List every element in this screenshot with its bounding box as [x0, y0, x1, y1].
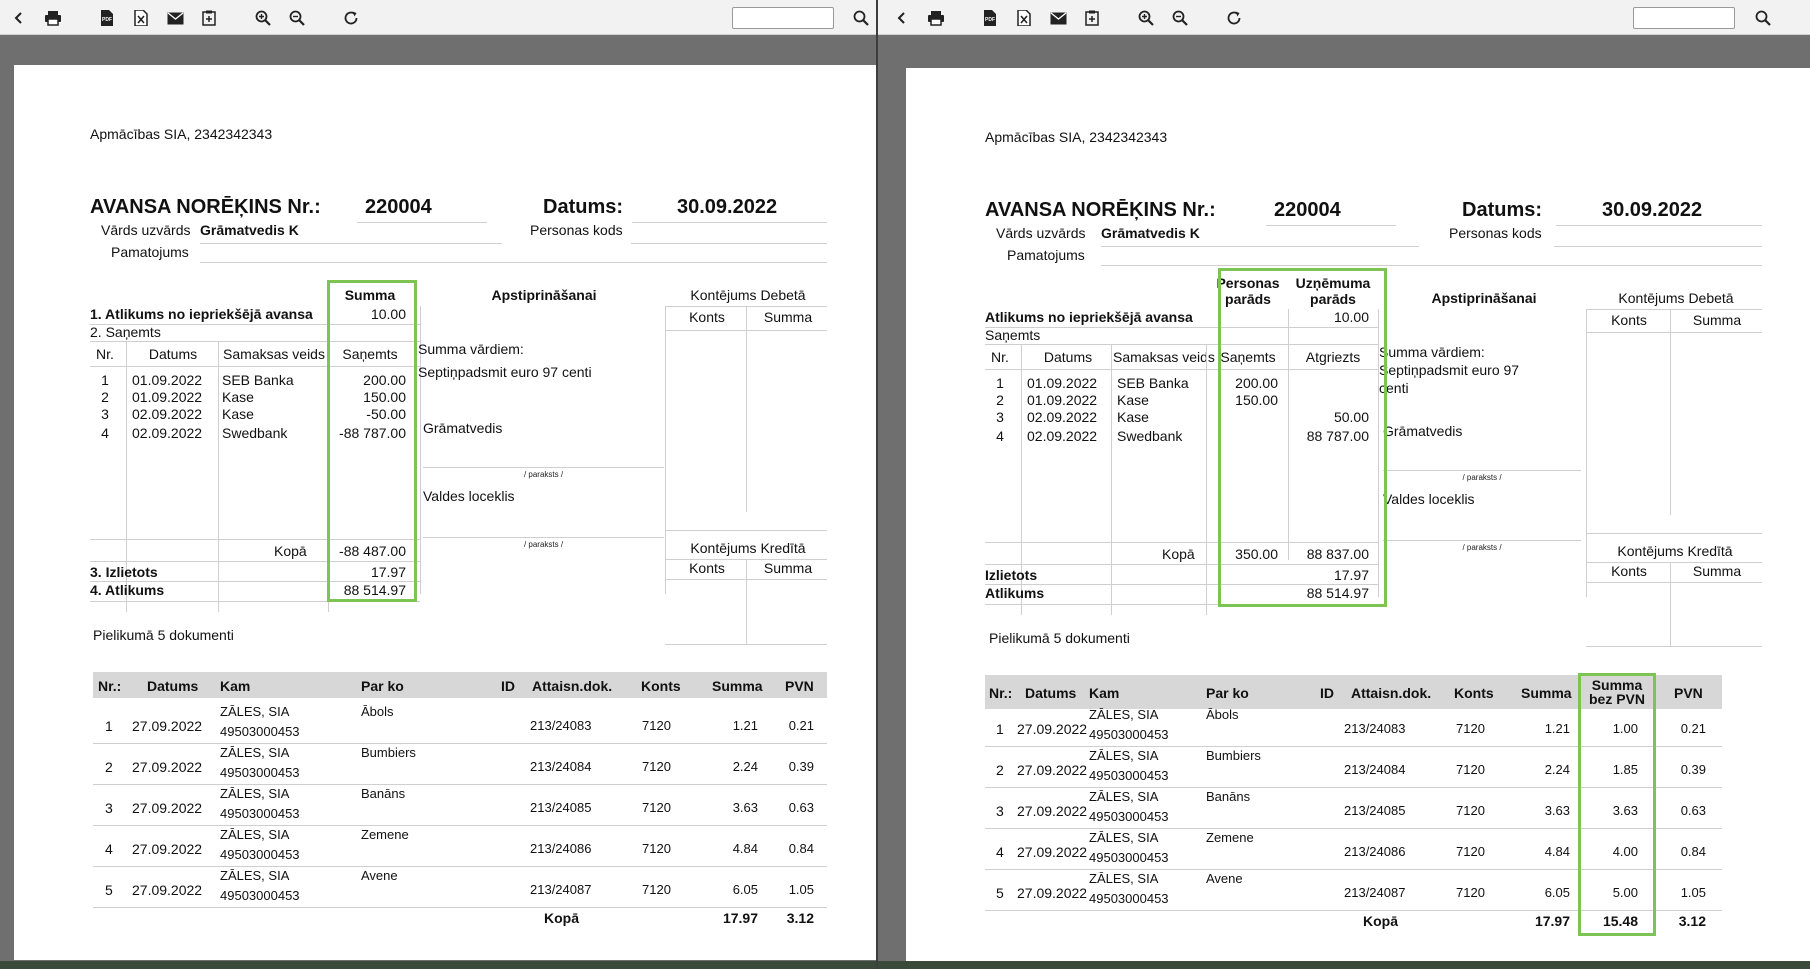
row-description: Avene	[1206, 871, 1243, 886]
row-received: 150.00	[1235, 392, 1278, 408]
row-sum: 3.63	[1544, 803, 1570, 818]
row-divider	[985, 910, 1722, 911]
prev-balance-value: 10.00	[370, 306, 406, 322]
row-doc: 213/24084	[530, 759, 592, 774]
refresh-icon[interactable]	[342, 9, 360, 27]
date-label: Datums:	[543, 196, 624, 218]
clipboard-icon[interactable]	[1083, 9, 1101, 27]
toolbar	[878, 0, 1810, 35]
row-sum: 1.21	[732, 718, 758, 733]
approve-header: Apstiprināšanai	[1431, 290, 1537, 306]
print-icon[interactable]	[927, 9, 945, 27]
row-amount: -88 787.00	[339, 425, 406, 441]
row-nr: 5	[996, 885, 1004, 901]
row-sum: 6.05	[732, 882, 758, 897]
row-amount: -50.00	[366, 406, 406, 422]
row-date: 27.09.2022	[132, 882, 203, 898]
col-date-header: Datums	[1043, 349, 1093, 365]
row-nr: 5	[105, 882, 113, 898]
pdf-icon[interactable]	[98, 9, 116, 27]
used-value: 17.97	[1333, 567, 1369, 583]
row-nr: 3	[105, 800, 113, 816]
row-received: 200.00	[1235, 375, 1278, 391]
row-sum: 4.84	[732, 841, 758, 856]
approve-header: Apstiprināšanai	[491, 287, 597, 303]
row-sum: 4.84	[1544, 844, 1570, 859]
debit-header: Kontējums Debetā	[690, 287, 806, 303]
row-nr: 4	[101, 425, 109, 441]
docs-total-label: Kopā	[544, 910, 579, 926]
row-date: 27.09.2022	[1017, 762, 1088, 778]
docs-total-sum: 17.97	[1534, 913, 1570, 929]
total-returned: 88 837.00	[1306, 546, 1369, 562]
signature-line: / paraksts /	[1462, 473, 1502, 482]
report-date: 30.09.2022	[1602, 199, 1703, 221]
row-nr: 1	[101, 372, 109, 388]
row-description: Banāns	[1206, 789, 1251, 804]
row-returned: 88 787.00	[1306, 428, 1369, 444]
credit-account-header: Konts	[1611, 563, 1647, 579]
zoom-in-icon[interactable]	[1137, 9, 1155, 27]
row-date: 01.09.2022	[1027, 375, 1098, 391]
personal-code-label: Personas kods	[1449, 225, 1542, 241]
docs-col-id: ID	[1320, 685, 1334, 701]
row-date: 27.09.2022	[1017, 803, 1088, 819]
docs-total-label: Kopā	[1363, 913, 1398, 929]
board-member-label: Valdes loceklis	[423, 488, 515, 504]
row-account: 7120	[1456, 762, 1485, 777]
zoom-in-icon[interactable]	[254, 9, 272, 27]
row-paytype: SEB Banka	[1117, 375, 1189, 391]
row-sum: 6.05	[1544, 885, 1570, 900]
header-line: Uzņēmuma	[1295, 275, 1371, 291]
docs-col-doc: Attaisn.dok.	[532, 678, 613, 694]
row-recipient: ZĀLES, SIA	[1089, 707, 1159, 722]
docs-col-account: Konts	[1454, 685, 1494, 701]
debit-summa-header: Summa	[763, 309, 813, 325]
row-vat: 0.63	[1680, 803, 1706, 818]
row-date: 02.09.2022	[132, 406, 203, 422]
row-net-sum: 1.00	[1612, 721, 1638, 736]
row-description: Zemene	[1206, 830, 1254, 845]
svg-text:PDF: PDF	[102, 17, 112, 23]
debit-header: Kontējums Debetā	[1618, 290, 1734, 306]
row-description: Bumbiers	[361, 745, 416, 760]
row-account: 7120	[642, 718, 671, 733]
docs-total-vat: 3.12	[1678, 913, 1706, 929]
row-doc: 213/24085	[530, 800, 592, 815]
row-amount: 150.00	[363, 389, 406, 405]
col-paytype-header: Samaksas veids	[1113, 349, 1215, 365]
row-recipient: ZĀLES, SIA	[1089, 871, 1159, 886]
docs-col-date: Datums	[147, 678, 199, 694]
col-summa-header: Summa	[344, 287, 396, 303]
row-recipient: ZĀLES, SIA	[220, 745, 290, 760]
row-nr: 4	[996, 844, 1004, 860]
row-doc: 213/24084	[1344, 762, 1406, 777]
balance-label: 4. Atlikums	[90, 582, 165, 598]
report-number: 220004	[365, 196, 432, 218]
prev-balance-value: 10.00	[1333, 309, 1369, 325]
clipboard-icon[interactable]	[200, 9, 218, 27]
docs-col-date: Datums	[1025, 685, 1077, 701]
col-paytype-header: Samaksas veids	[223, 346, 325, 362]
total-received: 350.00	[1235, 546, 1278, 562]
docs-col-net	[1580, 678, 1654, 706]
row-vat: 0.63	[788, 800, 814, 815]
col-person-debt-header	[1208, 275, 1288, 307]
row-doc: 213/24087	[1344, 885, 1406, 900]
row-account: 7120	[642, 841, 671, 856]
taskbar-edge	[0, 961, 876, 969]
row-vat: 0.21	[788, 718, 814, 733]
row-nr: 2	[101, 389, 109, 405]
row-doc: 213/24083	[1344, 721, 1406, 736]
company-name: Apmācības SIA, 2342342343	[985, 129, 1168, 145]
personal-code-label: Personas kods	[530, 222, 623, 238]
received-label: Saņemts	[985, 327, 1041, 343]
row-paytype: Kase	[1117, 392, 1149, 408]
row-divider	[985, 869, 1722, 870]
row-date: 27.09.2022	[1017, 721, 1088, 737]
balance-value: 88 514.97	[343, 582, 406, 598]
credit-header: Kontējums Kredītā	[1617, 543, 1733, 559]
refresh-icon[interactable]	[1225, 9, 1243, 27]
row-vat: 1.05	[1680, 885, 1706, 900]
excel-icon[interactable]	[132, 9, 150, 27]
debit-account-header: Konts	[689, 309, 725, 325]
row-nr: 2	[105, 759, 113, 775]
row-sum: 3.63	[732, 800, 758, 815]
col-returned-header: Atgriezts	[1305, 349, 1361, 365]
search-icon[interactable]	[1754, 9, 1772, 27]
row-reg-number: 49503000453	[220, 806, 300, 821]
row-reg-number: 49503000453	[1089, 768, 1169, 783]
basis-label: Pamatojums	[1007, 247, 1085, 263]
docs-col-vat: PVN	[1674, 685, 1703, 701]
row-recipient: ZĀLES, SIA	[1089, 748, 1159, 763]
report-title: AVANSA NORĒĶINS Nr.:	[90, 196, 321, 218]
used-label: 3. Izlietots	[90, 564, 158, 580]
prev-balance-label: Atlikums no iepriekšējā avansa	[985, 309, 1193, 325]
docs-col-nr: Nr.:	[98, 678, 122, 694]
row-net-sum: 4.00	[1612, 844, 1638, 859]
header-line: bez PVN	[1588, 691, 1645, 707]
report-viewer-right	[876, 0, 1810, 969]
row-divider	[93, 907, 827, 908]
row-recipient: ZĀLES, SIA	[220, 704, 290, 719]
row-returned: 50.00	[1333, 409, 1369, 425]
svg-text:PDF: PDF	[985, 17, 995, 23]
row-reg-number: 49503000453	[220, 724, 300, 739]
signature-line: / paraksts /	[1462, 543, 1502, 552]
search-icon[interactable]	[852, 9, 870, 27]
row-amount: 200.00	[363, 372, 406, 388]
row-doc: 213/24083	[530, 718, 592, 733]
row-sum: 1.21	[1544, 721, 1570, 736]
docs-total-sum: 17.97	[722, 910, 758, 926]
row-description: Banāns	[361, 786, 406, 801]
row-date: 02.09.2022	[1027, 409, 1098, 425]
col-received-header: Saņemts	[342, 346, 398, 362]
toolbar	[0, 0, 876, 35]
header-line: Personas	[1216, 275, 1280, 291]
accountant-label: Grāmatvedis	[423, 420, 503, 436]
taskbar-edge	[878, 961, 1810, 969]
row-date: 27.09.2022	[132, 841, 203, 857]
report-number: 220004	[1274, 199, 1341, 221]
sum-in-words: Septiņpadsmit euro 97	[1379, 362, 1520, 378]
row-vat: 1.05	[788, 882, 814, 897]
row-paytype: SEB Banka	[222, 372, 294, 388]
debit-summa-header: Summa	[1692, 312, 1742, 328]
docs-total-net: 15.48	[1602, 913, 1638, 929]
row-paytype: Swedbank	[1117, 428, 1183, 444]
basis-label: Pamatojums	[111, 244, 189, 260]
row-vat: 0.84	[788, 841, 814, 856]
sum-in-words-label: Summa vārdiem:	[418, 341, 524, 357]
row-nr: 3	[996, 409, 1004, 425]
row-doc: 213/24085	[1344, 803, 1406, 818]
back-icon[interactable]	[893, 9, 911, 27]
row-description: Ābols	[361, 704, 394, 719]
row-sum: 2.24	[732, 759, 758, 774]
row-account: 7120	[1456, 885, 1485, 900]
row-date: 02.09.2022	[132, 425, 203, 441]
row-nr: 2	[996, 762, 1004, 778]
row-net-sum: 5.00	[1612, 885, 1638, 900]
back-icon[interactable]	[10, 9, 28, 27]
balance-value: 88 514.97	[1306, 585, 1369, 601]
row-divider	[93, 866, 827, 867]
docs-col-what: Par ko	[1206, 685, 1249, 701]
row-reg-number: 49503000453	[1089, 850, 1169, 865]
row-account: 7120	[642, 759, 671, 774]
report-viewer-left	[0, 0, 876, 969]
docs-col-doc: Attaisn.dok.	[1351, 685, 1432, 701]
sum-in-words-cont: centi	[1379, 380, 1409, 396]
row-account: 7120	[1456, 803, 1485, 818]
header-line: parāds	[1225, 291, 1271, 307]
row-date: 02.09.2022	[1027, 428, 1098, 444]
row-doc: 213/24086	[530, 841, 592, 856]
row-description: Ābols	[1206, 707, 1239, 722]
docs-col-sum: Summa	[1521, 685, 1572, 701]
row-reg-number: 49503000453	[220, 847, 300, 862]
row-net-sum: 3.63	[1612, 803, 1638, 818]
row-account: 7120	[1456, 844, 1485, 859]
docs-col-to: Kam	[1089, 685, 1120, 701]
accountant-label: Grāmatvedis	[1383, 423, 1463, 439]
row-divider	[93, 743, 827, 744]
excel-icon[interactable]	[1015, 9, 1033, 27]
row-divider	[985, 828, 1722, 829]
row-nr: 1	[996, 721, 1004, 737]
row-sum: 2.24	[1544, 762, 1570, 777]
row-date: 01.09.2022	[132, 372, 203, 388]
name-label: Vārds uzvārds	[101, 222, 191, 238]
balance-label: Atlikums	[985, 585, 1045, 601]
board-member-label: Valdes loceklis	[1383, 491, 1475, 507]
row-date: 01.09.2022	[1027, 392, 1098, 408]
docs-col-nr: Nr.:	[989, 685, 1013, 701]
row-recipient: ZĀLES, SIA	[220, 868, 290, 883]
row-doc: 213/24087	[530, 882, 592, 897]
zoom-out-icon[interactable]	[1171, 9, 1189, 27]
received-label: 2. Saņemts	[90, 324, 161, 340]
row-paytype: Kase	[222, 406, 254, 422]
report-page	[906, 68, 1810, 969]
row-paytype: Kase	[1117, 409, 1149, 425]
row-recipient: ZĀLES, SIA	[1089, 789, 1159, 804]
docs-total-vat: 3.12	[786, 910, 814, 926]
report-date: 30.09.2022	[677, 196, 778, 218]
pdf-icon[interactable]	[981, 9, 999, 27]
credit-account-header: Konts	[689, 560, 725, 576]
credit-header: Kontējums Kredītā	[690, 540, 806, 556]
row-divider	[93, 784, 827, 785]
row-nr: 4	[105, 841, 113, 857]
used-label: Izlietots	[985, 567, 1038, 583]
row-description: Bumbiers	[1206, 748, 1261, 763]
signature-line: / paraksts /	[523, 540, 564, 549]
search-input[interactable]	[732, 7, 834, 29]
row-divider	[985, 787, 1722, 788]
row-recipient: ZĀLES, SIA	[1089, 830, 1159, 845]
row-paytype: Kase	[222, 389, 254, 405]
row-nr: 1	[996, 375, 1004, 391]
col-date-header: Datums	[148, 346, 198, 362]
email-icon[interactable]	[166, 9, 184, 27]
row-date: 27.09.2022	[132, 718, 203, 734]
total-value: -88 487.00	[339, 543, 406, 559]
row-description: Avene	[361, 868, 398, 883]
total-label: Kopā	[274, 543, 307, 559]
email-icon[interactable]	[1049, 9, 1067, 27]
docs-col-account: Konts	[641, 678, 681, 694]
row-reg-number: 49503000453	[220, 765, 300, 780]
row-date: 01.09.2022	[132, 389, 203, 405]
docs-col-sum: Summa	[712, 678, 763, 694]
docs-col-id: ID	[501, 678, 515, 694]
attached-docs: Pielikumā 5 dokumenti	[93, 627, 234, 643]
row-account: 7120	[1456, 721, 1485, 736]
row-recipient: ZĀLES, SIA	[220, 786, 290, 801]
row-divider	[93, 825, 827, 826]
employee-name: Grāmatvedis K	[1101, 225, 1200, 241]
row-recipient: ZĀLES, SIA	[220, 827, 290, 842]
row-divider	[985, 746, 1722, 747]
total-label: Kopā	[1162, 546, 1195, 562]
row-description: Zemene	[361, 827, 409, 842]
row-date: 27.09.2022	[132, 800, 203, 816]
row-vat: 0.39	[1680, 762, 1706, 777]
row-date: 27.09.2022	[1017, 885, 1088, 901]
prev-balance-label: 1. Atlikums no iepriekšējā avansa	[90, 306, 313, 322]
row-reg-number: 49503000453	[1089, 809, 1169, 824]
row-nr: 3	[101, 406, 109, 422]
row-account: 7120	[642, 882, 671, 897]
sum-in-words: Septiņpadsmit euro 97 centi	[418, 364, 592, 380]
row-vat: 0.21	[1680, 721, 1706, 736]
row-reg-number: 49503000453	[1089, 891, 1169, 906]
header-line: Summa	[1591, 677, 1643, 693]
row-vat: 0.39	[788, 759, 814, 774]
row-net-sum: 1.85	[1612, 762, 1638, 777]
row-vat: 0.84	[1680, 844, 1706, 859]
name-label: Vārds uzvārds	[996, 225, 1086, 241]
row-paytype: Swedbank	[222, 425, 288, 441]
credit-summa-header: Summa	[1692, 563, 1742, 579]
report-page	[14, 65, 876, 960]
row-doc: 213/24086	[1344, 844, 1406, 859]
col-company-debt-header	[1289, 275, 1377, 307]
docs-col-to: Kam	[220, 678, 251, 694]
zoom-out-icon[interactable]	[288, 9, 306, 27]
header-line: parāds	[1310, 291, 1356, 307]
row-reg-number: 49503000453	[220, 888, 300, 903]
row-nr: 3	[996, 803, 1004, 819]
row-nr: 4	[996, 428, 1004, 444]
employee-name: Grāmatvedis K	[200, 222, 299, 238]
row-account: 7120	[642, 800, 671, 815]
row-nr: 1	[105, 718, 113, 734]
docs-col-what: Par ko	[361, 678, 404, 694]
docs-col-vat: PVN	[785, 678, 814, 694]
attached-docs: Pielikumā 5 dokumenti	[989, 630, 1130, 646]
row-reg-number: 49503000453	[1089, 727, 1169, 742]
used-value: 17.97	[370, 564, 406, 580]
col-received-header: Saņemts	[1220, 349, 1276, 365]
col-nr-header: Nr.	[991, 349, 1009, 365]
credit-summa-header: Summa	[763, 560, 813, 576]
company-name: Apmācības SIA, 2342342343	[90, 126, 273, 142]
row-date: 27.09.2022	[132, 759, 203, 775]
row-nr: 2	[996, 392, 1004, 408]
date-label: Datums:	[1462, 199, 1543, 221]
print-icon[interactable]	[44, 9, 62, 27]
debit-account-header: Konts	[1611, 312, 1647, 328]
signature-line: / paraksts /	[523, 470, 564, 479]
search-input[interactable]	[1633, 7, 1735, 29]
col-nr-header: Nr.	[96, 346, 114, 362]
sum-in-words-label: Summa vārdiem:	[1379, 344, 1485, 360]
row-date: 27.09.2022	[1017, 844, 1088, 860]
report-title: AVANSA NORĒĶINS Nr.:	[985, 199, 1216, 221]
